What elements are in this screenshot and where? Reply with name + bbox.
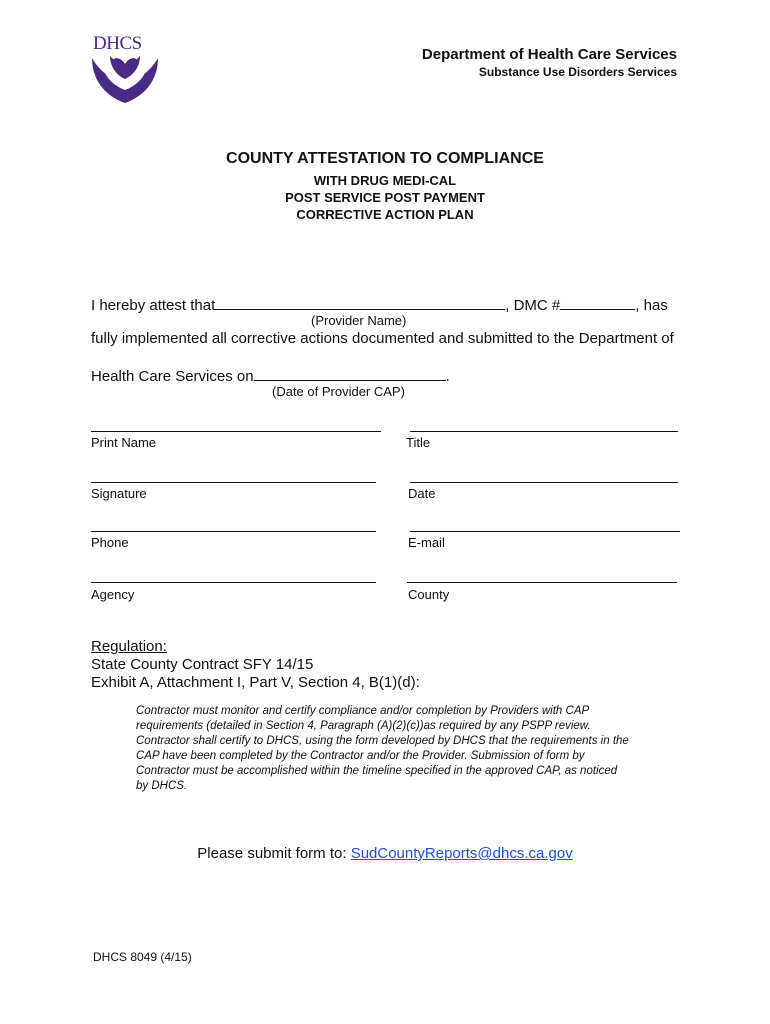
form-number: DHCS 8049 (4/15) [93,950,192,964]
email-label: E-mail [408,535,445,550]
regulation-line-2: Exhibit A, Attachment I, Part V, Section 4, B(1)(d): [91,674,420,691]
regulation-text-line: Contractor shall certify to DHCS, using the form developed by DHCS that the requirements in the [136,735,629,747]
attest-line-3-prefix: Health Care Services on [91,368,254,385]
attest-line-3-suffix: . [445,368,450,385]
regulation-text [136,704,681,794]
county-line[interactable] [407,582,677,583]
agency-line[interactable] [91,582,376,583]
attest-line-2: fully implemented all corrective actions documented and submitted to the Department of [91,330,674,347]
provider-name-field[interactable] [215,295,505,310]
submit-prefix: Please submit form to: [197,845,351,862]
dmc-label: , DMC # [505,297,561,314]
signature-line[interactable] [91,482,376,483]
logo-text: DHCS [93,33,142,54]
phone-line[interactable] [91,531,376,532]
attest-prefix: I hereby attest that [91,297,216,314]
division-name: Substance Use Disorders Services [478,65,677,79]
regulation-text-line: CAP have been completed by the Contractor and/or the Provider. Submission of form by [136,750,585,762]
has-text: , has [635,297,668,314]
agency-label: Agency [91,587,135,602]
cap-date-field[interactable] [254,366,446,381]
department-name: Department of Health Care Services [421,46,677,63]
subtitle-line-2: POST SERVICE POST PAYMENT [285,190,485,205]
print-name-label: Print Name [91,435,157,450]
attest-line-1 [91,295,668,314]
attest-line-3 [91,366,450,385]
email-line[interactable] [410,531,680,532]
regulation-text-line: Contractor must be accomplished within the timeline specified in the approved CAP, as noticed [136,765,618,777]
form-title: COUNTY ATTESTATION TO COMPLIANCE [226,150,544,167]
title-label: Title [406,435,431,450]
signature-label: Signature [91,486,147,501]
cap-date-caption: (Date of Provider CAP) [272,384,405,399]
phone-label: Phone [91,535,129,550]
dmc-number-field[interactable] [560,295,635,310]
regulation-heading: Regulation: [91,638,167,655]
submit-instruction [0,845,770,862]
subtitle-line-3: CORRECTIVE ACTION PLAN [296,207,474,222]
regulation-text-line: by DHCS. [136,780,188,792]
regulation-text-line: requirements (detailed in Section 4, Paragraph (A)(2)(c))as required by any PSPP review. [136,720,591,732]
regulation-line-1: State County Contract SFY 14/15 [91,656,314,673]
dhcs-heart-logo-icon [88,50,162,104]
submit-email-link[interactable]: SudCountyReports@dhcs.ca.gov [350,845,573,862]
print-name-line[interactable] [91,431,381,432]
date-line[interactable] [410,482,678,483]
title-line[interactable] [410,431,678,432]
subtitle-line-1: WITH DRUG MEDI-CAL [313,173,457,188]
regulation-text-line: Contractor must monitor and certify compliance and/or completion by Providers with CAP [136,705,590,717]
date-label: Date [408,486,436,501]
county-label: County [408,587,450,602]
provider-name-caption: (Provider Name) [311,313,407,328]
